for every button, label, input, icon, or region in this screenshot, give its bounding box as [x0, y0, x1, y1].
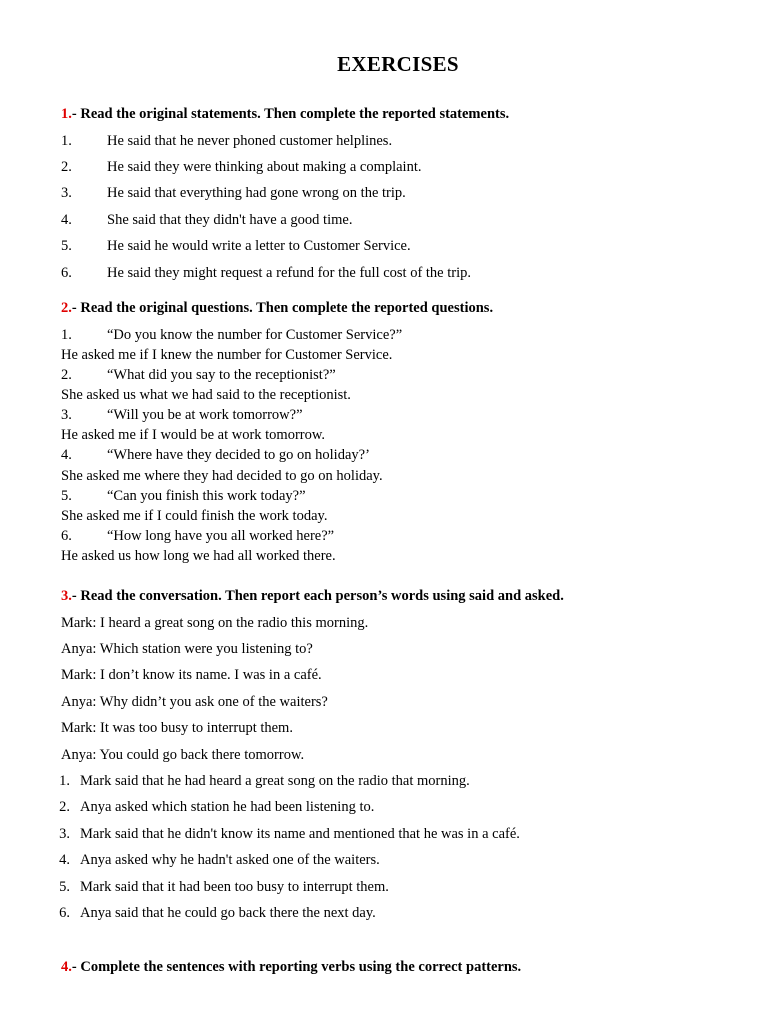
- conversation-line: Anya: You could go back there tomorrow.: [61, 747, 305, 763]
- page-title: EXERCISES: [337, 52, 459, 76]
- section-heading-text: Read the conversation. Then report each person’s words using said and asked.: [76, 588, 564, 604]
- section-3-heading: 3.- Read the conversation. Then report each person’s words using said and asked.: [61, 588, 564, 604]
- reported-answer: She asked us what we had said to the receptionist.: [61, 387, 351, 403]
- reported-answer: He asked me if I would be at work tomorrow.: [61, 427, 326, 443]
- section-number: 2.: [61, 300, 72, 316]
- conversation-line: Anya: Which station were you listening to?: [61, 641, 313, 657]
- conversation-line: Mark: It was too busy to interrupt them.: [61, 720, 293, 736]
- conversation-line: Mark: I don’t know its name. I was in a café.: [61, 667, 322, 683]
- section-heading-text: Complete the sentences with reporting verbs using the correct patterns.: [76, 959, 522, 975]
- section-2-heading: 2.- Read the original questions. Then complete the reported questions.: [61, 300, 494, 316]
- conversation-line: Anya: Why didn’t you ask one of the waiters?: [61, 694, 328, 710]
- section-1-heading: 1.- Read the original statements. Then complete the reported statements.: [61, 106, 510, 122]
- section-number: 1.: [61, 106, 72, 122]
- reported-answer: She asked me if I could finish the work today.: [61, 508, 328, 524]
- section-heading-text: Read the original statements. Then complete the reported statements.: [76, 106, 510, 122]
- reported-answer: He asked me if I knew the number for Customer Service.: [61, 347, 393, 363]
- section-4-heading: 4.- Complete the sentences with reporting verbs using the correct patterns.: [61, 959, 522, 975]
- section-heading-text: Read the original questions. Then complete the reported questions.: [76, 300, 494, 316]
- section-number: 3.: [61, 588, 72, 604]
- reported-answer: She asked me where they had decided to go on holiday.: [61, 468, 383, 484]
- reported-answer: He asked us how long we had all worked there.: [61, 548, 336, 564]
- section-number: 4.: [61, 959, 72, 975]
- conversation-line: Mark: I heard a great song on the radio this morning.: [61, 615, 369, 631]
